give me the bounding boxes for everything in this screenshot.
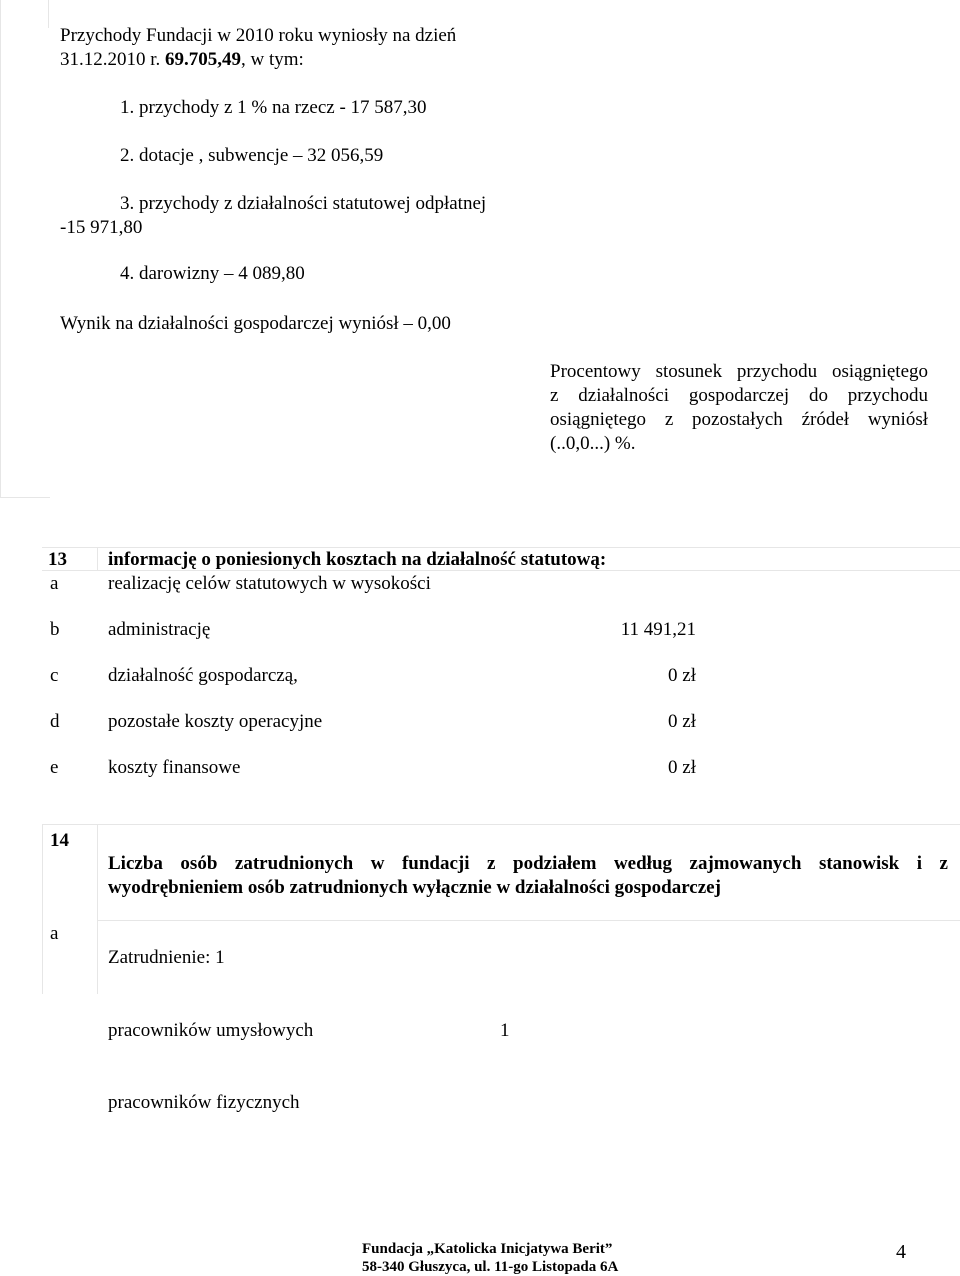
intro-line-1: Przychody Fundacji w 2010 roku wyniosły na dzień xyxy=(60,25,457,46)
section13-row-b-letter: b xyxy=(50,619,60,640)
section13-row-e-label: koszty finansowe xyxy=(108,757,241,778)
income-item-4 xyxy=(120,262,305,286)
white-collar-value: 1 xyxy=(500,1020,510,1041)
section14-left-border xyxy=(42,824,43,994)
top-frame-bottom-border xyxy=(0,497,50,498)
percentage-line-2: z działalności gospodarczej do przychodu xyxy=(550,385,928,406)
section13-row-b-label: administrację xyxy=(108,619,211,640)
top-frame-right-border xyxy=(48,0,49,28)
income-item-3 xyxy=(120,192,486,216)
income-item-text: przychody z działalności statutowej odpłatnej xyxy=(139,193,487,214)
intro-date: 31.12.2010 r. xyxy=(60,49,161,70)
income-item-number: 3. xyxy=(120,193,135,214)
top-frame-left-border xyxy=(0,0,1,498)
percentage-line-4: (..0,0...) %. xyxy=(550,433,636,454)
page-number: 4 xyxy=(896,1241,906,1263)
section14-column-divider xyxy=(97,824,98,994)
section13-row-c-letter: c xyxy=(50,665,59,686)
section14-number: 14 xyxy=(50,830,69,851)
income-item-number: 2. xyxy=(120,145,135,166)
section14-row-a-label: Zatrudnienie: 1 xyxy=(108,947,225,968)
section13-row-d-value: 0 zł xyxy=(668,711,696,732)
section13-number: 13 xyxy=(48,549,67,570)
white-collar-label: pracowników umysłowych xyxy=(108,1020,314,1041)
section13-row-d-label: pozostałe koszty operacyjne xyxy=(108,711,323,732)
income-item-text: dotacje , subwencje – 32 056,59 xyxy=(139,145,384,166)
section13-row-c-value: 0 zł xyxy=(668,665,696,686)
income-item-number: 1. xyxy=(120,97,135,118)
income-item-text: przychody z 1 % na rzecz - 17 587,30 xyxy=(139,97,427,118)
section14-heading-border xyxy=(97,920,960,921)
business-result: Wynik na działalności gospodarczej wyniósł – 0,00 xyxy=(60,313,451,334)
section13-row-a-letter: a xyxy=(50,573,59,594)
intro-total-amount: 69.705,49 xyxy=(165,49,242,70)
section14-top-border xyxy=(42,824,960,825)
section13-row-c-label: działalność gospodarczą, xyxy=(108,665,298,686)
income-item-1 xyxy=(120,96,427,120)
section13-heading: informację o poniesionych kosztach na działalność statutową: xyxy=(108,549,607,570)
income-item-text: darowizny – 4 089,80 xyxy=(139,263,305,284)
intro-suffix: , w tym: xyxy=(241,49,304,70)
section13-row-a-label: realizację celów statutowych w wysokości xyxy=(108,573,431,594)
footer-address: 58-340 Głuszyca, ul. 11-go Listopada 6A xyxy=(362,1259,619,1275)
section13-row-e-letter: e xyxy=(50,757,59,778)
section14-row-a-letter: a xyxy=(50,923,59,944)
intro-line-2 xyxy=(60,48,304,72)
section14-heading-line-2: wyodrębnieniem osób zatrudnionych wyłącznie w działalności gospodarczej xyxy=(108,877,721,898)
blue-collar-label: pracowników fizycznych xyxy=(108,1092,300,1113)
percentage-paragraph xyxy=(550,360,928,456)
section14-heading-line-1: Liczba osób zatrudnionych w fundacji z podziałem według zajmowanych stanowisk i z xyxy=(108,853,948,874)
percentage-line-1: Procentowy stosunek przychodu osiągniętego xyxy=(550,361,928,382)
income-item-2 xyxy=(120,144,383,168)
section13-row-d-letter: d xyxy=(50,711,60,732)
section13-row-e-value: 0 zł xyxy=(668,757,696,778)
income-item-3-continuation: -15 971,80 xyxy=(60,217,143,238)
section13-column-divider xyxy=(97,547,98,571)
section13-row-b-value: 11 491,21 xyxy=(620,619,696,640)
percentage-line-3: osiągniętego z pozostałych źródeł wyniósł xyxy=(550,409,928,430)
income-item-number: 4. xyxy=(120,263,135,284)
footer-organization: Fundacja „Katolicka Inicjatywa Berit” xyxy=(362,1241,613,1257)
